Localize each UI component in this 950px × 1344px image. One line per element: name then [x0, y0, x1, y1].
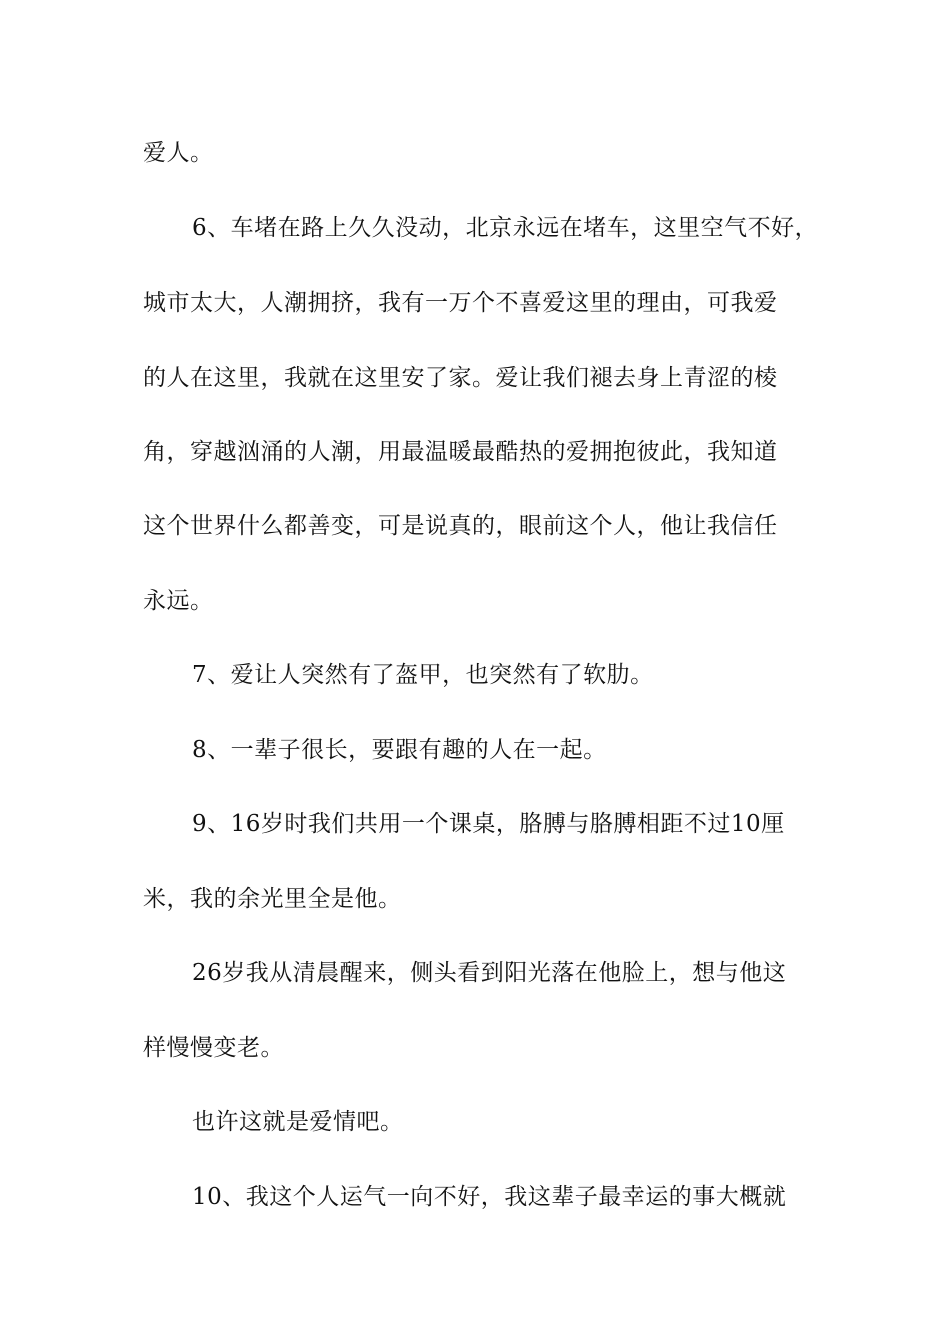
text-line-7: 永远。 — [143, 588, 214, 614]
text-line-9: 8、一辈子很长，要跟有趣的人在一起。 — [192, 737, 607, 763]
text-line-1: 爱人。 — [143, 140, 214, 166]
text-line-11: 米，我的余光里全是他。 — [143, 886, 402, 912]
text-line-8: 7、爱让人突然有了盔甲，也突然有了软肋。 — [192, 662, 654, 688]
text-line-3: 城市太大，人潮拥挤，我有一万个不喜爱这里的理由，可我爱 — [143, 290, 778, 316]
text-line-13: 样慢慢变老。 — [143, 1035, 284, 1061]
text-line-12: 26岁我从清晨醒来，侧头看到阳光落在他脸上，想与他这 — [192, 960, 787, 986]
text-line-2: 6、车堵在路上久久没动，北京永远在堵车，这里空气不好， — [192, 215, 819, 241]
text-line-14: 也许这就是爱情吧。 — [192, 1109, 404, 1135]
text-line-6: 这个世界什么都善变，可是说真的，眼前这个人，他让我信任 — [143, 513, 778, 539]
text-line-4: 的人在这里，我就在这里安了家。爱让我们褪去身上青涩的棱 — [143, 365, 778, 391]
text-line-10: 9、16岁时我们共用一个课桌，胳膊与胳膊相距不过10厘 — [192, 811, 785, 837]
text-line-15: 10、我这个人运气一向不好，我这辈子最幸运的事大概就 — [192, 1184, 787, 1210]
text-line-5: 角，穿越汹涌的人潮，用最温暖最酷热的爱拥抱彼此，我知道 — [143, 439, 778, 465]
